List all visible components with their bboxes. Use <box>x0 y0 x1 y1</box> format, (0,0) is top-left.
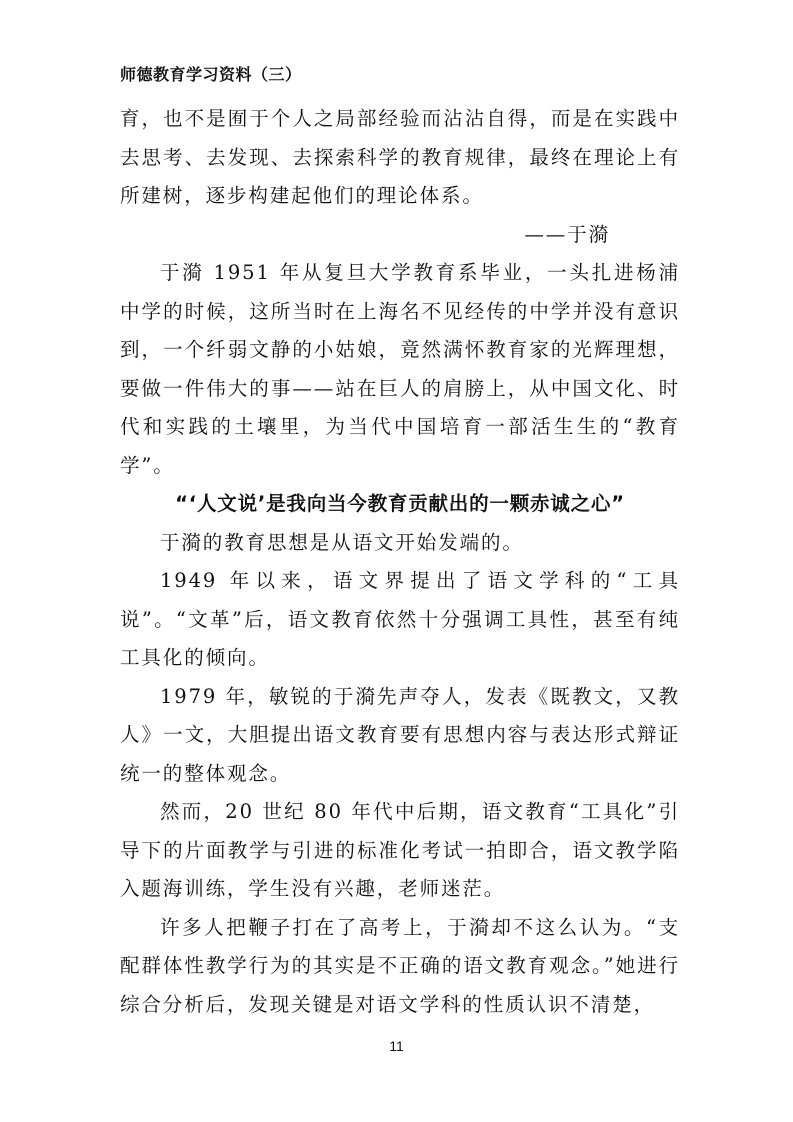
body-paragraph: 1949 年以来，语文界提出了语文学科的“工具说”。“文革”后，语文教育依然十分强调工具性，甚至有纯工具化的倾向。 <box>120 569 680 669</box>
body-paragraph: 然而，20 世纪 80 年代中后期，语文教育“工具化”引导下的片面教学与引进的标准化考试一拍即合，语文教学陷入题海训练，学生没有兴趣，老师迷茫。 <box>120 800 680 900</box>
document-body <box>120 100 680 1024</box>
body-paragraph: 1979 年，敏锐的于漪先声夺人，发表《既教文，又教人》一文，大胆提出语文教育要有思想内容与表达形式辩证统一的整体观念。 <box>120 684 680 785</box>
body-paragraph: 于漪 1951 年从复旦大学教育系毕业，一头扎进杨浦中学的时候，这所当时在上海名不见经传的中学并没有意识到，一个纤弱文静的小姑娘，竟然满怀教育家的光辉理想，要做一件伟大的事——站在巨人的肩膀上，从中国文化、时代和实践的土壤里，为当代中国培育一部活生生的“教育学”。 <box>120 261 680 477</box>
body-paragraph: 于漪的教育思想是从语文开始发端的。 <box>160 530 524 554</box>
continuation-paragraph: 育，也不是囿于个人之局部经验而沾沾自得，而是在实践中去思考、去发现、去探索科学的教育规律，最终在理论上有所建树，逐步构建起他们的理论体系。 <box>120 107 680 207</box>
page-header-title: 师德教育学习资料（三） <box>120 65 302 84</box>
page-number: 11 <box>389 1038 404 1054</box>
section-heading: “‘人文说’是我向当今教育贡献出的一颗赤诚之心” <box>175 492 625 515</box>
quote-attribution: ——于漪 <box>524 222 610 246</box>
body-paragraph: 许多人把鞭子打在了高考上，于漪却不这么认为。“支配群体性教学行为的其实是不正确的语文教育观念。”她进行综合分析后，发现关键是对语文学科的性质认识不清楚， <box>120 915 680 1016</box>
